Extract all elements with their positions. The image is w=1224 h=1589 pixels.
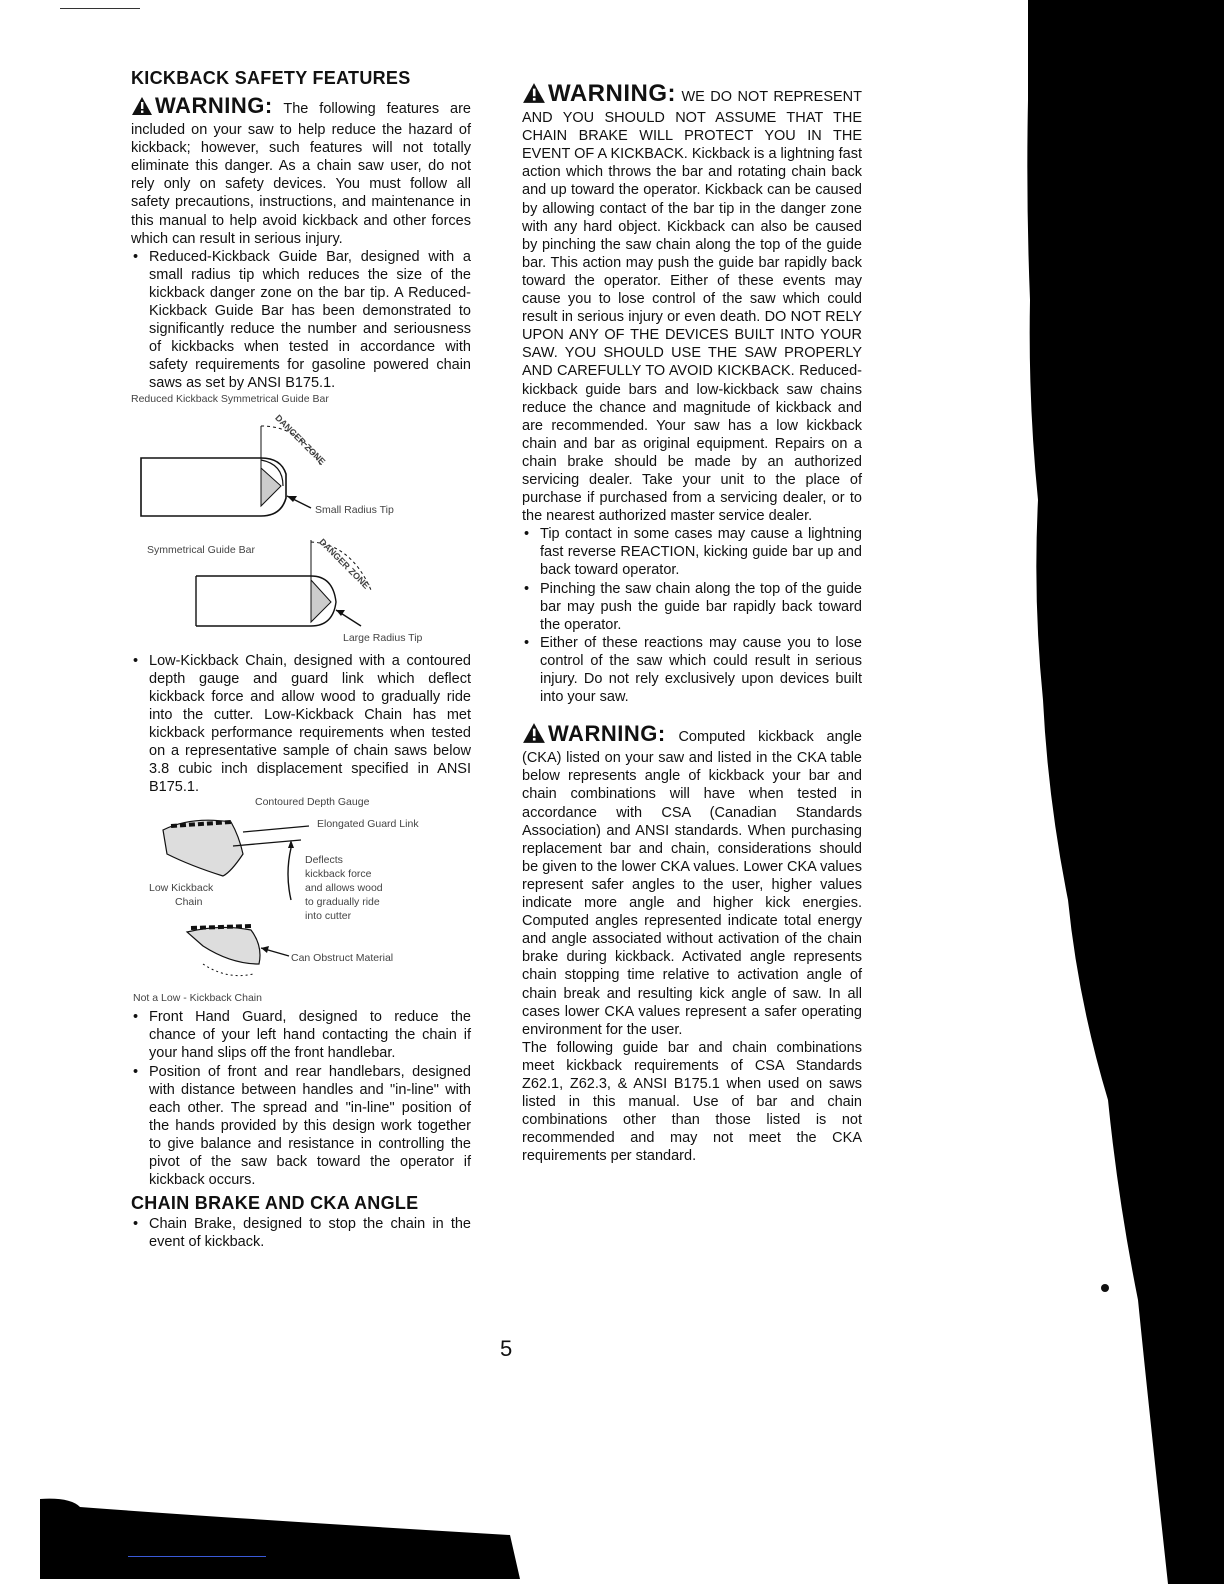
warning-block-2 (522, 82, 862, 525)
warning-heading: WARNING: (155, 93, 273, 118)
scan-shadow-bottom (40, 1479, 520, 1584)
warning-triangle-icon (522, 722, 546, 749)
bullet-list-2 (131, 652, 471, 797)
diagram-caption: Reduced Kickback Symmetrical Guide Bar (131, 392, 329, 405)
list-item: • Low-Kickback Chain, designed with a contoured depth gauge and guard link which deflect kickback force and allow wood to gradually ride into the cutter. Low-Kickback Chain has met kickback performance requirements when tested on a representative sample of chain saws below 3.8 cubic inch displacement specified in ANSI B175.1. (131, 652, 471, 797)
elongated-guard-link-label: Elongated Guard Link (317, 818, 419, 831)
list-item: • Chain Brake, designed to stop the chain in the event of kickback. (131, 1215, 471, 1251)
bullet-list-3 (131, 1008, 471, 1189)
low-kickback-chain-diagram (131, 796, 471, 1008)
section-title-kickback: KICKBACK SAFETY FEATURES (131, 68, 411, 88)
warning-triangle-icon (522, 82, 546, 109)
reduced-kickback-bar-diagram (131, 406, 471, 534)
warning-heading: WARNING: (548, 721, 666, 747)
closing-paragraph: The following guide bar and chain combinations meet kickback requirements of CSA Standards Z62.1, Z62.3, & ANSI B175.1 when used on saws listed in this manual. Use of bar and chain combinations other than those listed is not recommended and may not meet the CKA requirements per standard. (522, 1039, 862, 1165)
list-item: • Either of these reactions may cause you to lose control of the saw which could result in serious injury. Do not rely exclusively upon devices built into your saw. (522, 634, 862, 706)
top-rule (60, 8, 140, 9)
list-item: • Front Hand Guard, designed to reduce the chance of your left hand contacting the chain if your hand slips off the front handlebar. (131, 1008, 471, 1062)
bottom-link-line (128, 1556, 266, 1557)
deflects-label: and allows wood (305, 882, 383, 895)
bullet-list-1 (131, 248, 471, 393)
symmetrical-bar-diagram (131, 534, 471, 648)
deflects-label: to gradually ride (305, 896, 380, 909)
warning-text: WE DO NOT REPRESENT AND YOU SHOULD NOT ASSUME THAT THE CHAIN BRAKE WILL PROTECT YOU IN THE EVENT OF A KICKBACK. Kickback is a lightning fast action which throws the bar and rotating chain back and up toward the operator. Kickback can be caused by allowing contact of the bar tip in the danger zone with any hard object. Kickback can also be caused by pinching the saw chain along the top of the guide bar. This action may push the guide bar rapidly back toward the operator. Either of these events may cause you to lose control of the saw which could result in serious injury or even death. DO NOT RELY UPON ANY OF THE DEVICES BUILT INTO YOUR SAW. YOU SHOULD USE THE SAW PROPERLY AND CAREFULLY TO AVOID KICKBACK. Reduced-kickback guide bars and low-kickback saw chains reduce the chance and magnitude of kickback and are recommended. Your saw has a low kickback chain and bar as original equipment. Repairs on a chain brake should be made by an authorized servicing dealer. Take your unit to the place of purchase if purchased from a servicing dealer, or to the nearest authorized master service dealer. (522, 89, 862, 525)
warning-triangle-icon (131, 96, 153, 121)
deflects-label: Deflects (305, 854, 343, 867)
warning-text: Computed kickback angle (CKA) listed on your saw and listed in the CKA table below represents angle of kickback your bar and chain combinations will have when tested in accordance with CSA (Canadian Standards Association) and ANSI standards. When purchasing replacement bar and chain, considerations should be given to the lower CKA values. Lower CKA values represent safer angles to the user, higher values indicate more angle and higher kick energies. Computed angles represented indicate total energy and angle associated without activation of the chain brake during kickback. Activated angle represents chain stopping time relative to activation angle of chain break and resulting kick angle of saw. In all cases lower CKA values represent a safer operating environment for the user. (522, 729, 862, 1038)
can-obstruct-material-label: Can Obstruct Material (291, 952, 394, 965)
contoured-depth-gauge-label: Contoured Depth Gauge (255, 796, 370, 809)
warning-block-3 (522, 722, 862, 1039)
warning-text: The following features are included on your saw to help reduce the hazard of kickback; however, such features will not totally eliminate this danger. As a chain saw user, do not rely only on safety devices. You must follow all safety precautions, instructions, and maintenance in this manual to help avoid kickback and other forces which can result in serious injury. (131, 101, 471, 247)
right-column (522, 82, 862, 1165)
small-radius-tip-label: Small Radius Tip (315, 503, 394, 516)
deflects-label: into cutter (305, 910, 352, 923)
warning-block-1 (131, 93, 471, 248)
warning-heading: WARNING: (548, 80, 676, 107)
bullet-list-5 (522, 525, 862, 706)
scan-dot (1101, 1284, 1109, 1292)
deflects-label: kickback force (305, 868, 372, 881)
list-item: • Tip contact in some cases may cause a lightning fast reverse REACTION, kicking guide bar up and back toward operator. (522, 525, 862, 579)
not-low-kickback-chain-label: Not a Low - Kickback Chain (133, 992, 262, 1005)
danger-zone-label: DANGER ZONE (317, 536, 372, 591)
left-column (131, 66, 471, 1251)
page-number: 5 (500, 1336, 513, 1361)
large-radius-tip-label: Large Radius Tip (343, 631, 423, 644)
section-title-chain-brake: CHAIN BRAKE AND CKA ANGLE (131, 1193, 419, 1214)
list-item: • Pinching the saw chain along the top of the guide bar may push the guide bar rapidly back toward the operator. (522, 580, 862, 634)
list-item: • Position of front and rear handlebars, designed with distance between handles and "in-line" with each other. The spread and "in-line" position of the hands provided by this design work together to give balance and resistance in controlling the pivot of the saw back toward the operator if kickback occurs. (131, 1063, 471, 1190)
low-kickback-chain-label: Chain (175, 896, 203, 909)
list-item: • Reduced-Kickback Guide Bar, designed with a small radius tip which reduces the size of the kickback danger zone on the bar tip. A Reduced-Kickback Guide Bar has been demonstrated to significantly reduce the number and seriousness of kickbacks when tested in accordance with safety requirements for gasoline powered chain saws as set by ANSI B175.1. (131, 248, 471, 393)
bullet-list-4 (131, 1215, 471, 1251)
low-kickback-chain-label: Low Kickback (149, 882, 214, 895)
symmetrical-guide-bar-label: Symmetrical Guide Bar (147, 543, 255, 556)
danger-zone-label: DANGER ZONE (273, 412, 328, 467)
scan-shadow-right (998, 0, 1224, 1589)
